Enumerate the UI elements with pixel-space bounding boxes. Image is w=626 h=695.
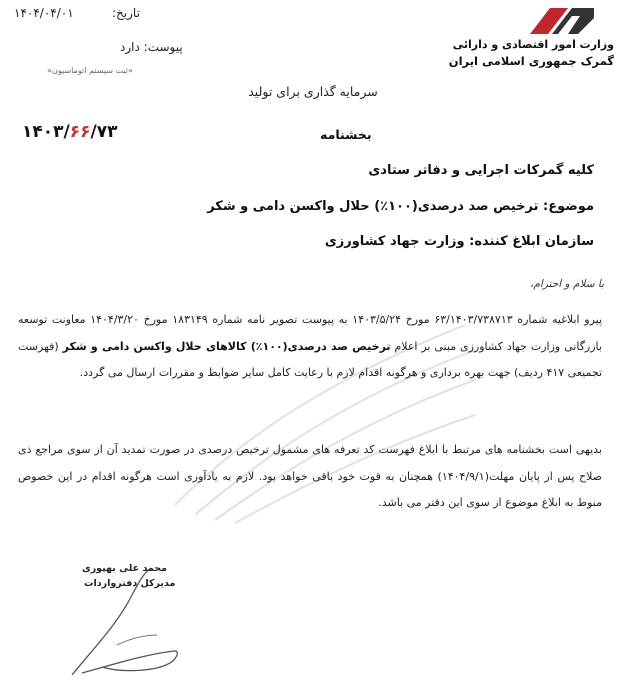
subject-line: موضوع: ترخیص صد درصدی(۱۰۰٪) حلال واکسن دامی و شکر <box>207 199 594 214</box>
signer-title: مدیرکل دفترواردات <box>84 578 176 589</box>
letter-number-serial: ۶۶ <box>69 122 91 142</box>
greeting: با سلام و احترام، <box>530 278 604 290</box>
signature-icon <box>62 555 192 685</box>
letter-number-code: /۷۳ <box>90 122 118 142</box>
signer-name: محمد علی بهپوری <box>82 563 168 574</box>
ministry-name: وزارت امور اقتصادی و دارائی <box>452 38 614 51</box>
recipient-line: کلیه گمرکات اجرایی و دفاتر ستادی <box>368 163 594 178</box>
customs-name: گمرک جمهوری اسلامی ایران <box>448 54 614 68</box>
document-type: بخشنامه <box>320 127 372 142</box>
p1-intro: پیرو ابلاغیه شماره ۶۳/۱۴۰۳/۷۳۸۷۱۳ مورخ ۱۴۰۳/۵/۲۴ به پیوست تصویر نامه شماره ۱۸۳۱۴۹ مورخ ۱۴۰۴/۳/۲۰ معاونت توسعه بازرگانی وزارت جهاد کشاورزی مبنی بر اعلام <box>18 313 603 353</box>
letter-number <box>22 122 117 142</box>
date-label: تاریخ: <box>112 6 140 20</box>
issuer-line: سازمان ابلاغ کننده: وزارت جهاد کشاورزی <box>324 234 594 249</box>
p1-outro: (فهرست تجمیعی ۴۱۷ ردیف) جهت بهره برداری و هرگونه اقدام لازم با رعایت کامل سایر ضوابط و مقررات ارسال می گردد. <box>18 339 602 379</box>
attachment-value: دارد <box>120 40 140 54</box>
date-value: ۱۴۰۴/۰۴/۰۱ <box>14 6 74 20</box>
body-paragraph-2: بدیهی است بخشنامه های مرتبط با ابلاغ فهرست کد تعرفه های مشمول ترخیص درصدی در صورت تمدید آن از سوی مراجع ذی صلاح پس از پایان مهلت(۱۴۰۴/۹/۱) همچنان به قوت خود باقی خواهد بود. لازم به یادآوری است هرگونه اقدام در این خصوص منوط به ابلاغ موضوع از سوی این دفتر می باشد. <box>18 443 603 509</box>
slogan: سرمایه گذاری برای تولید <box>248 84 378 99</box>
p1-highlight: ترخیص صد درصدی(۱۰۰٪) کالاهای حلال واکسن دامی و شکر <box>62 339 391 353</box>
attachment-label: پیوست: <box>143 40 183 54</box>
automation-note: «ثبت سیستم اتوماسیون» <box>47 66 133 75</box>
customs-logo-icon <box>528 4 598 38</box>
letter-number-year: ۱۴۰۳/ <box>22 122 70 142</box>
body-paragraph-1 <box>18 307 602 387</box>
attachment-row <box>120 40 183 54</box>
